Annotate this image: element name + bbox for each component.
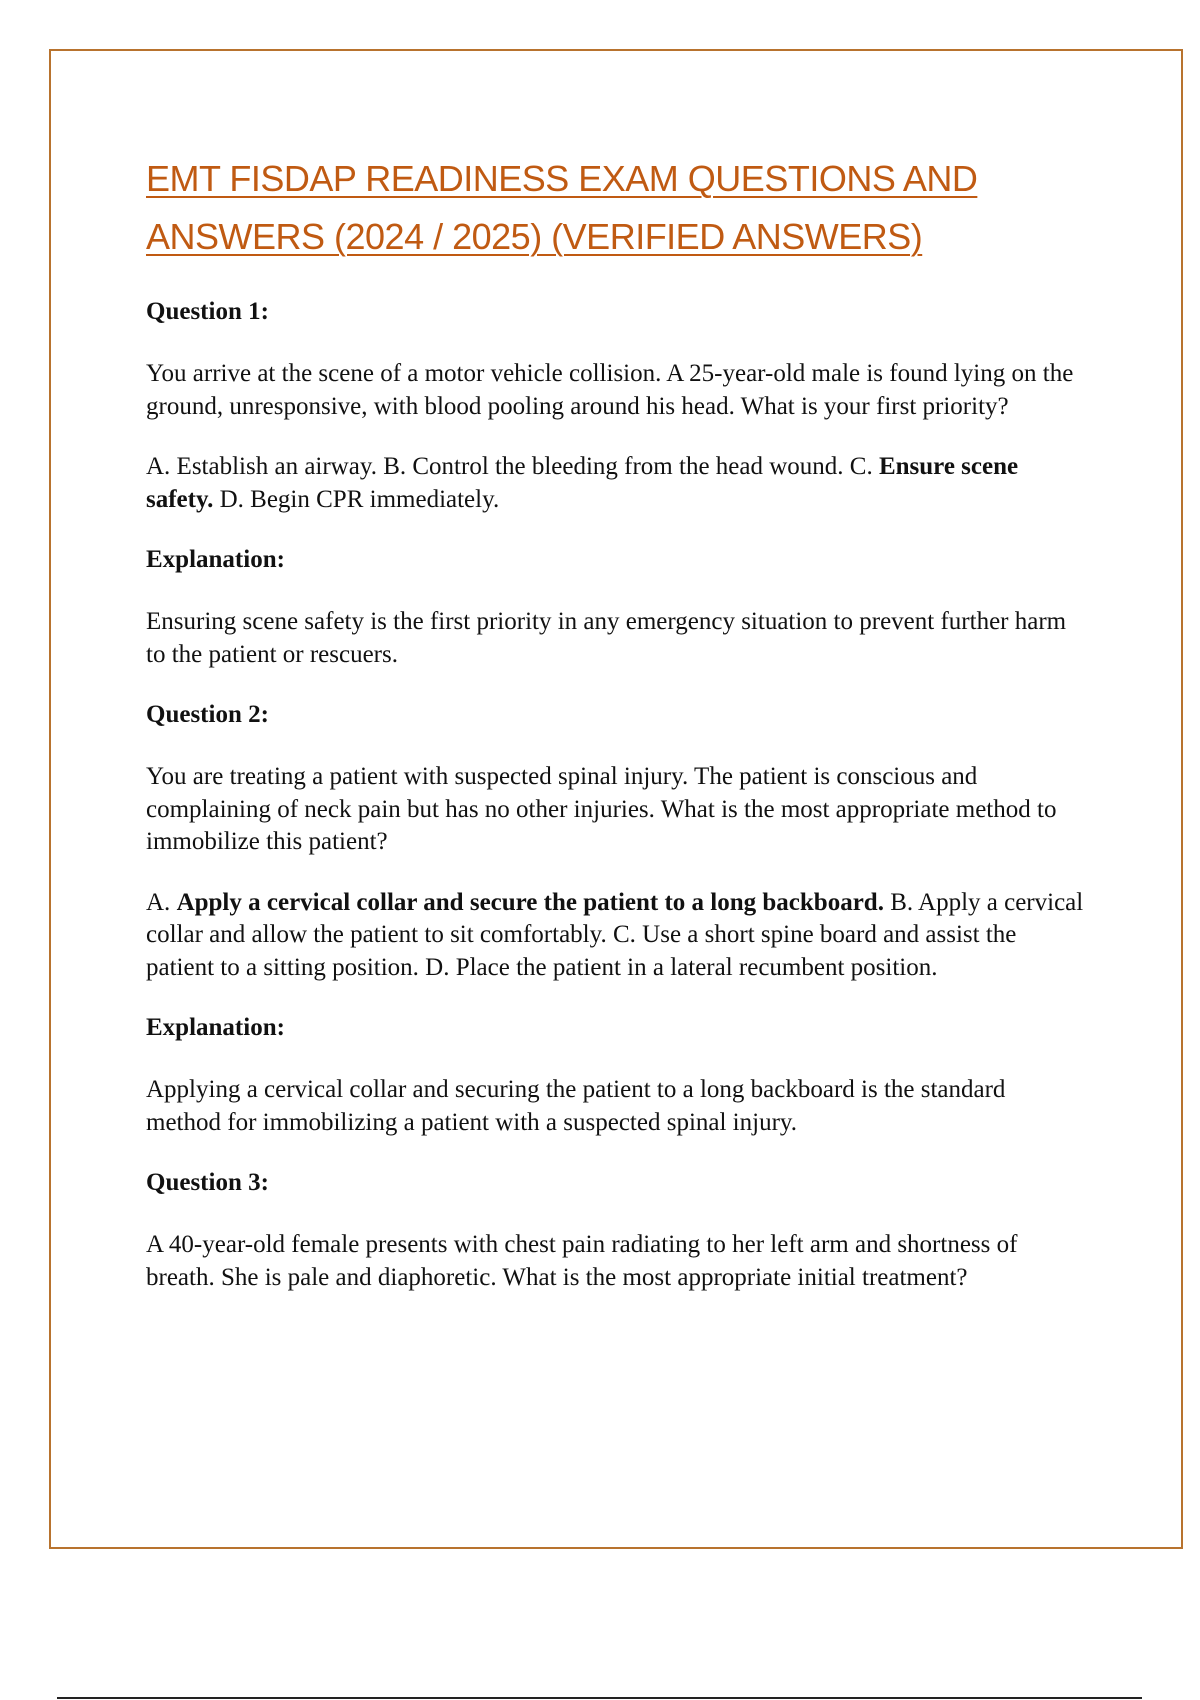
explanation-text: Ensuring scene safety is the first priority in any emergency situation to prevent further harm to the patient or rescuers. (146, 608, 1067, 668)
explanation-heading: Explanation: (146, 546, 285, 573)
options-text: A. (146, 888, 177, 916)
footer-divider (57, 1697, 1142, 1699)
question-prompt: A 40-year-old female presents with chest pain radiating to her left arm and shortness of breath. She is pale and diaphoretic. What is the most appropriate initial treatment? (146, 1231, 1018, 1291)
question-heading: Question 1: (146, 298, 269, 325)
answer-options (146, 887, 1086, 985)
question-block-1 (146, 296, 1086, 671)
question-block-3 (146, 1167, 1086, 1294)
answer-options (146, 451, 1086, 516)
options-text: D. Begin CPR immediately. (213, 485, 500, 513)
correct-answer: Ensure scene safety. (146, 453, 1019, 513)
explanation-text: Applying a cervical collar and securing the patient to a long backboard is the standard method for immobilizing a patient with a suspected spinal injury. (146, 1076, 1006, 1136)
explanation-heading: Explanation: (146, 1014, 285, 1041)
options-text: B. Apply a cervical collar and allow the patient to sit comfortably. C. Use a short spine board and assist the patient to a sitting position. D. Place the patient in a lateral recumbent position. (146, 888, 1084, 981)
question-heading: Question 3: (146, 1169, 269, 1196)
correct-answer: Apply a cervical collar and secure the patient to a long backboard. (176, 888, 884, 916)
document-content (146, 150, 1086, 1322)
question-block-2 (146, 699, 1086, 1139)
document-title: EMT FISDAP READINESS EXAM QUESTIONS AND ANSWERS (2024 / 2025) (VERIFIED ANSWERS) (146, 158, 978, 257)
question-prompt: You arrive at the scene of a motor vehicle collision. A 25-year-old male is found lying on the ground, unresponsive, with blood pooling around his head. What is your first priority? (146, 360, 1074, 420)
question-heading: Question 2: (146, 701, 269, 728)
options-text: A. Establish an airway. B. Control the bleeding from the head wound. C. (146, 453, 879, 480)
question-prompt: You are treating a patient with suspected spinal injury. The patient is conscious and complaining of neck pain but has no other injuries. What is the most appropriate method to immobilize this patient? (146, 763, 1057, 855)
